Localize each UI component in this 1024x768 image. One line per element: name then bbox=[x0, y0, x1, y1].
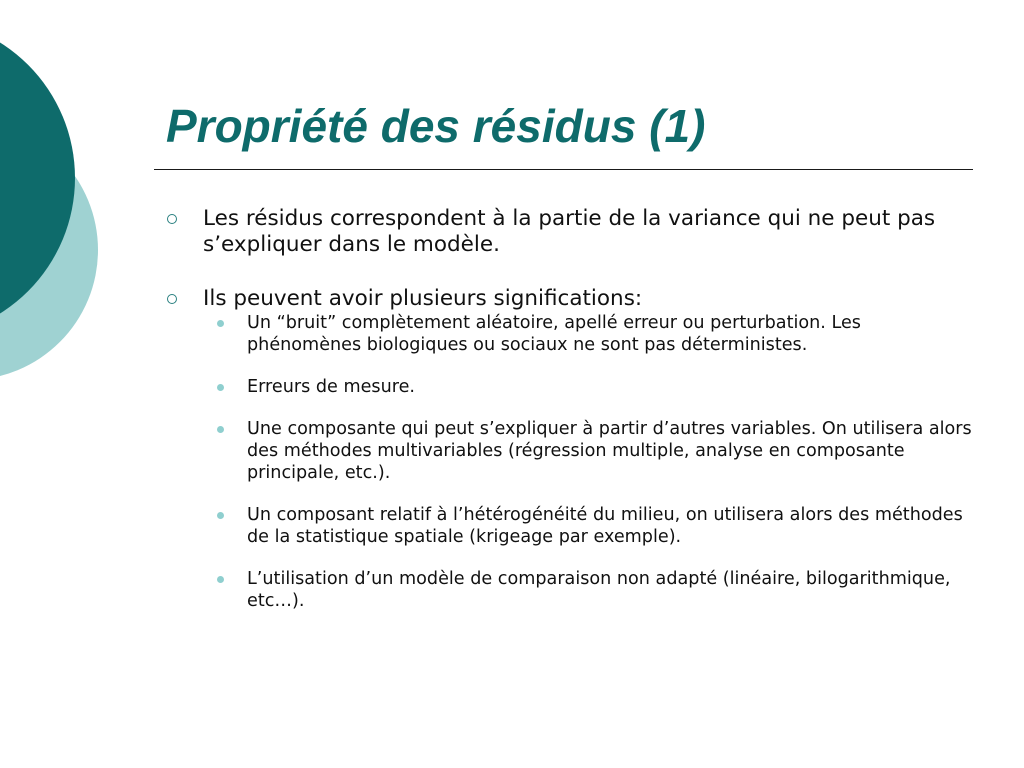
hollow-circle-bullet-icon bbox=[167, 294, 177, 304]
sub-bullet-text: L’utilisation d’un modèle de comparaison non adapté (linéaire, bilogarithmique, etc…). bbox=[247, 569, 951, 611]
bullet-text: Ils peuvent avoir plusieurs significations: bbox=[203, 286, 643, 311]
decorative-circles bbox=[0, 0, 120, 420]
hollow-circle-bullet-icon bbox=[167, 214, 177, 224]
dot-bullet-icon bbox=[217, 426, 224, 433]
sub-bullet-text: Erreurs de mesure. bbox=[247, 377, 415, 397]
sub-bullet-text: Une composante qui peut s’expliquer à partir d’autres variables. On utilisera alors des méthodes multivariables (régression multiple, analyse en composante principale, etc.). bbox=[247, 419, 972, 483]
bullet-item bbox=[163, 206, 973, 258]
dot-bullet-icon bbox=[217, 512, 224, 519]
sub-bullet-list bbox=[163, 312, 973, 612]
sub-bullet-item bbox=[163, 312, 973, 356]
dot-bullet-icon bbox=[217, 576, 224, 583]
sub-bullet-text: Un “bruit” complètement aléatoire, apellé erreur ou perturbation. Les phénomènes biologiques ou sociaux ne sont pas déterministes. bbox=[247, 313, 861, 355]
sub-bullet-item bbox=[163, 568, 973, 612]
dot-bullet-icon bbox=[217, 320, 224, 327]
sub-bullet-item bbox=[163, 504, 973, 548]
title-divider bbox=[154, 169, 973, 170]
bullet-item bbox=[163, 286, 973, 312]
sub-bullet-text: Un composant relatif à l’hétérogénéité du milieu, on utilisera alors des méthodes de la statistique spatiale (krigeage par exemple). bbox=[247, 505, 963, 547]
sub-bullet-item bbox=[163, 418, 973, 484]
slide-title: Propriété des résidus (1) bbox=[166, 100, 706, 152]
slide-content bbox=[163, 206, 973, 612]
dot-bullet-icon bbox=[217, 384, 224, 391]
sub-bullet-item bbox=[163, 376, 973, 398]
bullet-text: Les résidus correspondent à la partie de la variance qui ne peut pas s’expliquer dans le modèle. bbox=[203, 206, 936, 257]
